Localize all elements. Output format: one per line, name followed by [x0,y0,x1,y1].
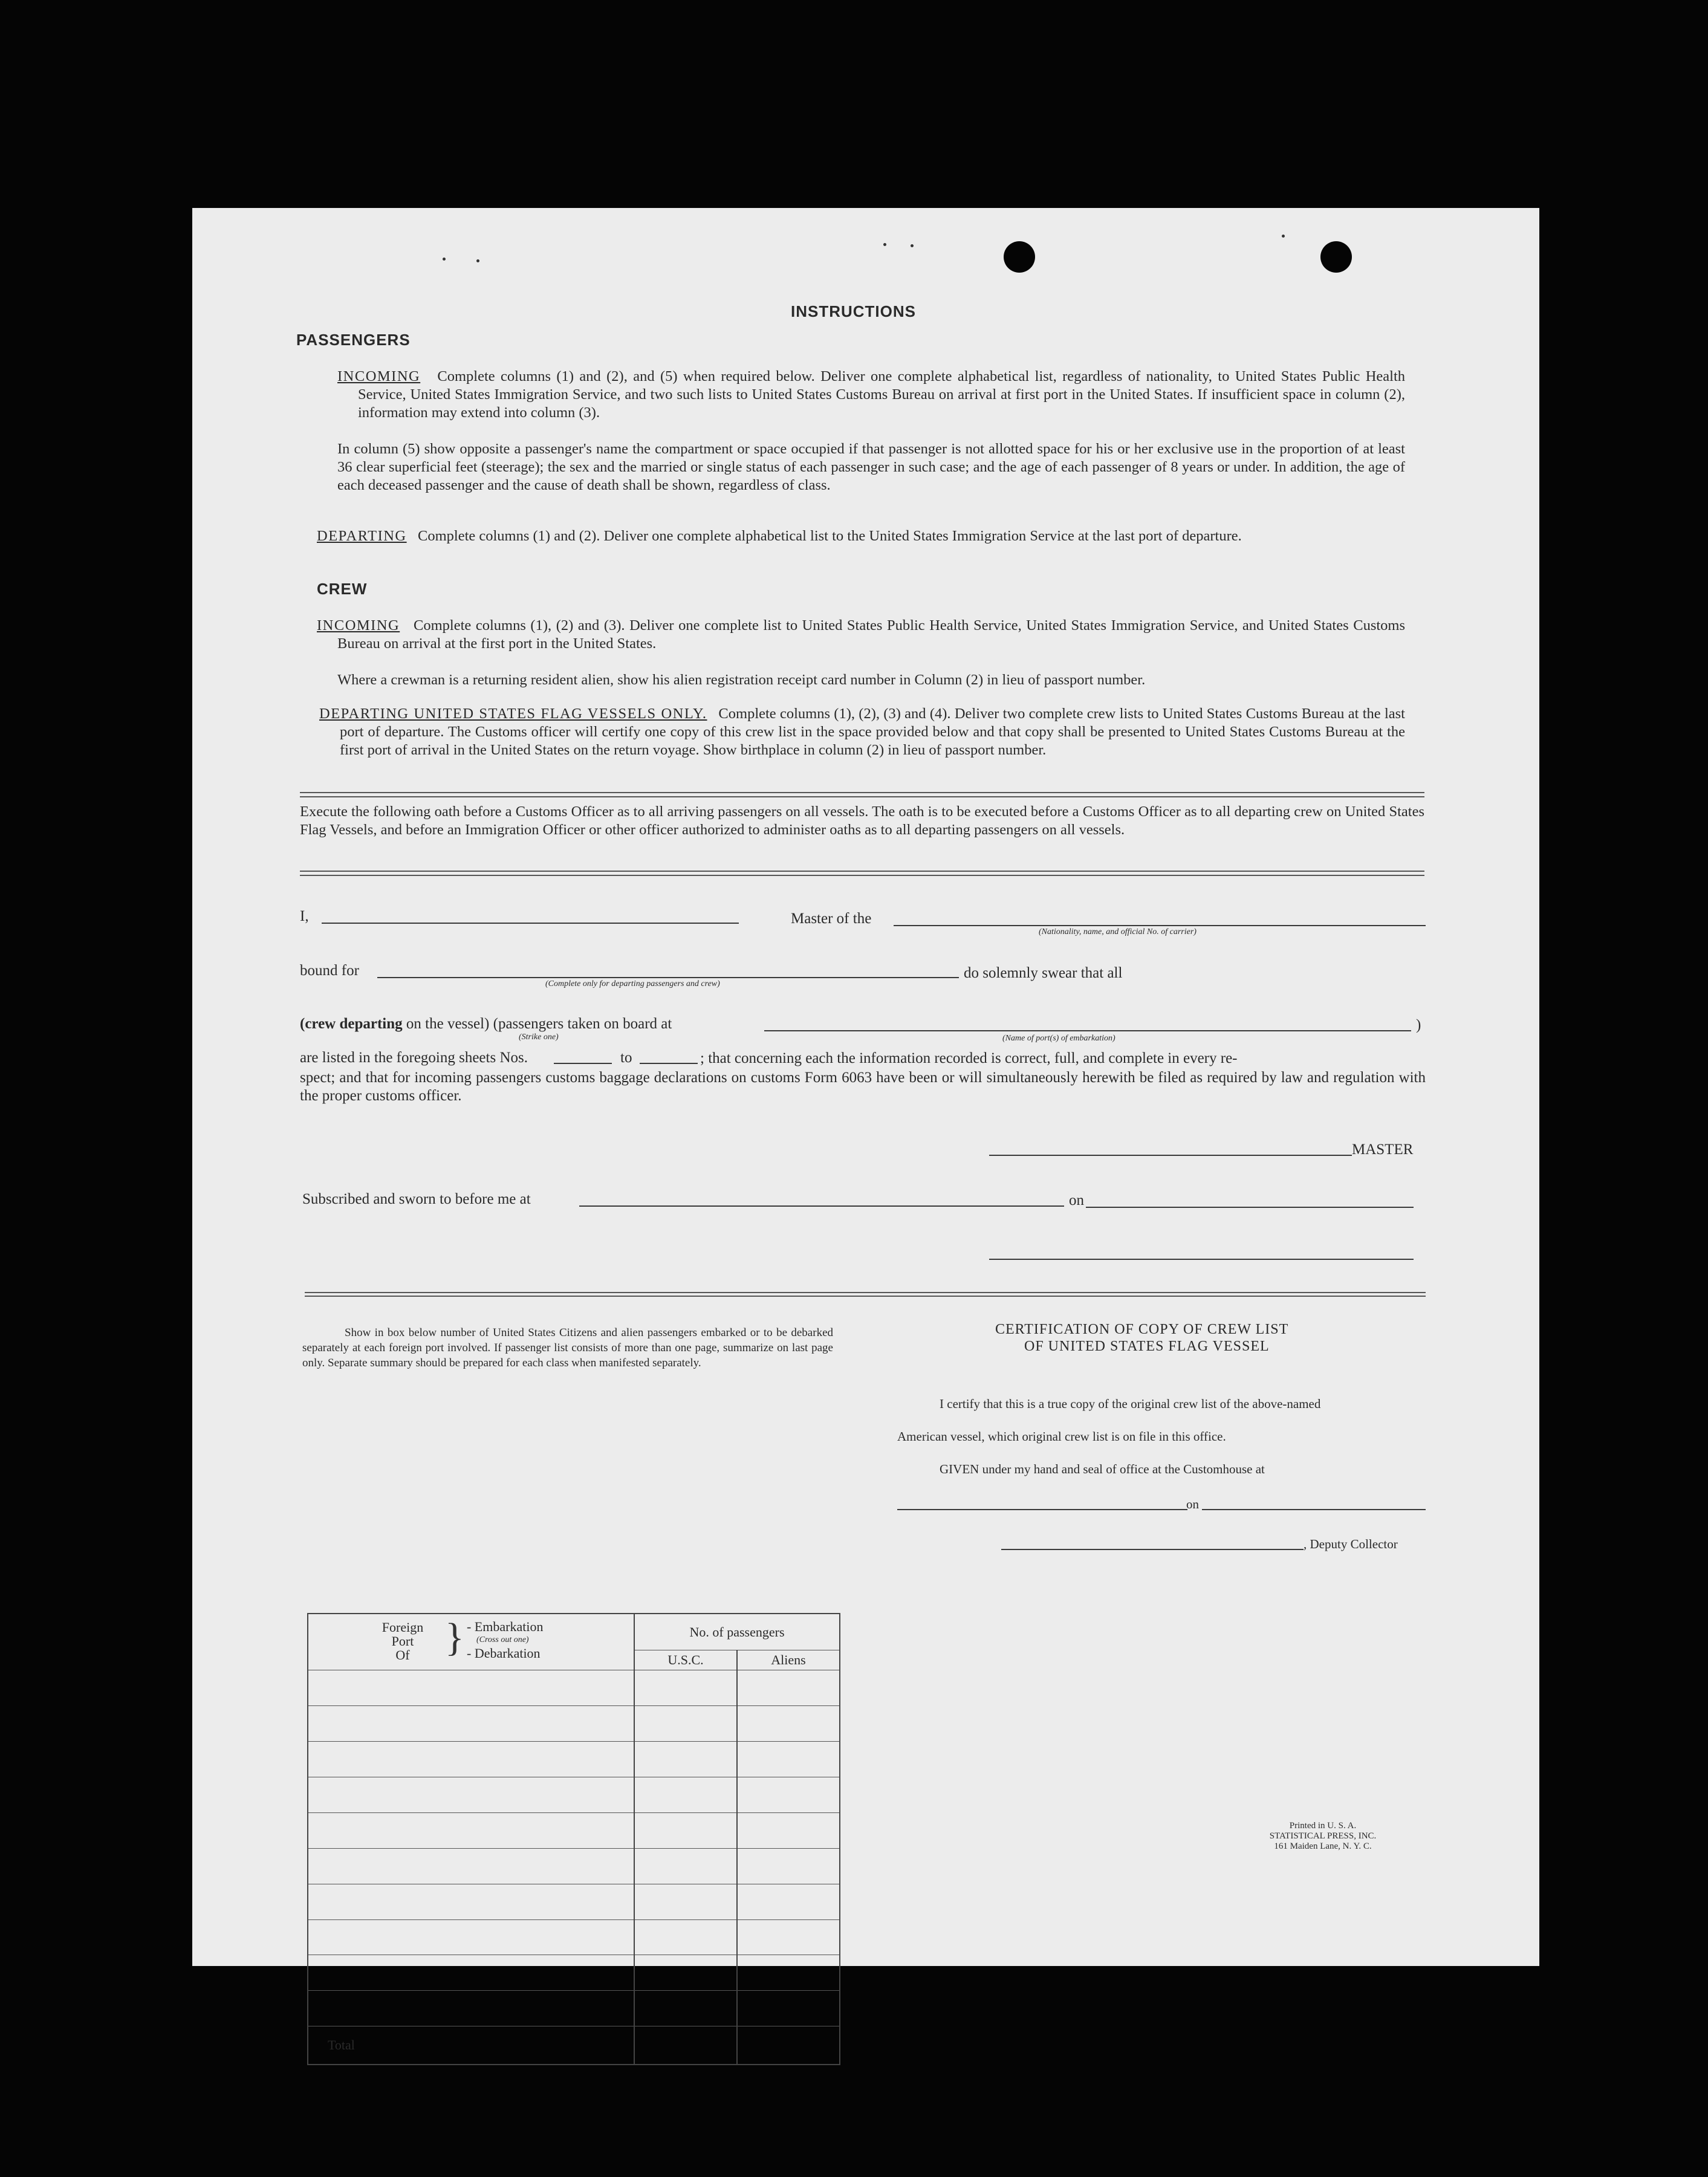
sheet-from-field[interactable] [554,1063,612,1064]
listed-line-1 [300,1050,528,1066]
listed-to: to [620,1050,632,1066]
crew-incoming-text: Complete columns (1), (2) and (3). Deliver one complete list to United States Public Health Service, United States Immigration Service, and United States Customs Bureau on arrival at the first port in the United States. [337,617,1406,652]
bound-for-hint: (Complete only for departing passengers and crew) [545,979,720,988]
passengers-incoming-text: Complete columns (1) and (2), and (5) when required below. Deliver one complete alphabetical list, regardless of nationality, to United States Public Health Service, United States Immigration Service, and two such lists to United States Customs Bureau on arrival at first port in the United States. If insufficient space in column (2), information may extend into column (3). [358,368,1406,421]
foreign-port-2: Port [391,1634,414,1649]
punch-hole-right [1320,241,1352,273]
master-name-field[interactable] [322,923,739,924]
speck [1282,235,1285,238]
crew-departing-option [300,1016,672,1033]
printer-line-3: 161 Maiden Lane, N. Y. C. [1274,1841,1372,1851]
strike-one-hint: (Strike one) [519,1033,559,1042]
passengers-column5: In column (5) show opposite a passenger's name the compartment or space occupied if that passenger is not allotted space for his or her exclusive use in the proportion of at least 36 clear superficial feet (steerage); the sex and the married or single status of each passenger in such case; and the age of each passenger of 8 years or under. In addition, the age of each deceased passenger and the cause of death shall be shown, regardless of class. [337,441,1405,493]
table-row [308,1670,840,1705]
form-page [192,208,1539,2053]
speck [911,244,914,247]
customhouse-field[interactable] [897,1509,1187,1510]
passengers-incoming [337,368,1405,422]
carrier-field[interactable] [894,925,1426,926]
certification-title-2: OF UNITED STATES FLAG VESSEL [1024,1338,1270,1354]
crew-flag [319,705,1405,759]
cross-out-hint: (Cross out one) [476,1635,529,1644]
close-paren: ) [1416,1017,1421,1033]
table-row [308,1812,840,1848]
given-text: GIVEN under my hand and seal of office at the Customhouse at [940,1462,1265,1476]
embarkation-label: - Embarkation [467,1619,544,1634]
divider [305,1292,1426,1297]
deputy-signature-field[interactable] [1001,1549,1304,1550]
total-label: Total [308,2026,634,2065]
listed-text-3: spect; and that for incoming passengers customs baggage declarations on customs Form 6063 have been or will simultaneously herewith be filed as required by law and regulation with the proper customs officer. [300,1069,1426,1104]
listed-text-1: are listed in the foregoing sheets Nos. [300,1050,528,1066]
usc-header: U.S.C. [634,1650,737,1670]
table-row [308,1955,840,1991]
certify-text-2: American vessel, which original crew list is on file in this office. [897,1429,1226,1444]
bound-for-field[interactable] [377,977,959,978]
swear-label: do solemnly swear that all [964,965,1123,981]
sworn-place-field[interactable] [579,1205,1064,1207]
port-hint: (Name of port(s) of embarkation) [1002,1034,1115,1043]
punch-hole-left [1004,241,1035,273]
debarkation-label: - Debarkation [467,1646,541,1661]
crew-incoming-label: INCOMING [317,617,400,634]
listed-text-2: ; that concerning each the information recorded is correct, full, and complete in every re- [700,1050,1238,1066]
table-row [308,1919,840,1955]
table-row [308,1741,840,1777]
oath-intro: Execute the following oath before a Customs Officer as to all arriving passengers on all vessels. The oath is to be executed before a Customs Officer as to all departing crew on United States Flag Vessels, and before an Immigration Officer or other officer authorized to administer oaths as to all departing passengers on all vessels. [300,803,1424,838]
speck [883,243,886,246]
master-signature-field[interactable] [989,1155,1352,1156]
master-label: MASTER [1352,1141,1414,1158]
table-row [308,1884,840,1919]
crew-departing-label: (crew departing [300,1016,403,1032]
cert-on-label: on [1186,1497,1199,1511]
crew-incoming [317,617,1405,653]
table-row [308,1705,840,1741]
passenger-summary-table [307,1613,840,2065]
oath-i-label: I, [300,908,309,924]
table-row [308,1777,840,1812]
crew-heading: CREW [317,580,368,598]
page-title: INSTRUCTIONS [791,302,916,320]
no-passengers-header: No. of passengers [634,1614,840,1650]
certification-title-1: CERTIFICATION OF COPY OF CREW LIST [995,1322,1289,1337]
sworn-on-label: on [1069,1192,1084,1209]
master-of-label: Master of the [791,910,872,927]
summary-instructions: Show in box below number of United States Citizens and alien passengers embarked or to be debarked separately at each foreign port involved. If passenger list consists of more than one page, summarize on last page only. Separate summary should be prepared for each class when manifested separately. [302,1326,833,1369]
foreign-port-3: Of [395,1647,410,1663]
table-row [308,1848,840,1884]
carrier-hint: (Nationality, name, and official No. of carrier) [1039,927,1197,936]
speck [476,259,479,262]
officer-signature-field[interactable] [989,1259,1414,1260]
printer-line-1: Printed in U. S. A. [1289,1821,1357,1831]
speck [443,258,446,261]
printer-imprint [1244,1821,1401,1852]
brace-icon: } [445,1615,464,1660]
passengers-incoming-label: INCOMING [337,368,421,384]
sheet-to-field[interactable] [640,1063,698,1064]
passengers-departing-text: Complete columns (1) and (2). Deliver one complete alphabetical list to the United States Immigration Service at the last port of departure. [417,528,1242,544]
port-header-cell [308,1614,634,1670]
deputy-label: , Deputy Collector [1304,1537,1398,1551]
crew-flag-label: DEPARTING UNITED STATES FLAG VESSELS ONLY. [319,706,707,722]
table-row [308,1991,840,2026]
cert-date-field[interactable] [1202,1509,1426,1510]
printer-line-2: STATISTICAL PRESS, INC. [1269,1831,1377,1841]
passengers-departing-label: DEPARTING [317,528,407,544]
total-row [308,2026,840,2065]
passengers-taken-label: (passengers taken on board at [493,1016,672,1032]
bleed-through [942,571,952,589]
passengers-heading: PASSENGERS [296,331,411,349]
crew-flag-text: Complete columns (1), (2), (3) and (4). Deliver two complete crew lists to United States Customs Bureau at the last port of departure. The Customs officer will certify one copy of this crew list in the space provided below and that copy shall be presented to United States Customs Bureau at the first port of arrival in the United States on the return voyage. Show birthplace in column (2) in lieu of passport number. [340,706,1405,758]
divider [300,792,1424,797]
crew-resident: Where a crewman is a returning resident alien, show his alien registration receipt card number in Column (2) in lieu of passport number. [337,672,1146,688]
foreign-port-1: Foreign [382,1620,424,1635]
subscribed-label: Subscribed and sworn to before me at [302,1191,531,1207]
divider [300,871,1424,876]
on-vessel-label: on the vessel) [406,1016,490,1032]
bound-for-label: bound for [300,962,359,979]
certify-text-1: I certify that this is a true copy of the original crew list of the above-named [940,1397,1321,1411]
passengers-departing [317,527,1405,545]
embarkation-port-field[interactable] [764,1030,1411,1031]
aliens-header: Aliens [737,1650,840,1670]
sworn-date-field[interactable] [1086,1207,1414,1208]
